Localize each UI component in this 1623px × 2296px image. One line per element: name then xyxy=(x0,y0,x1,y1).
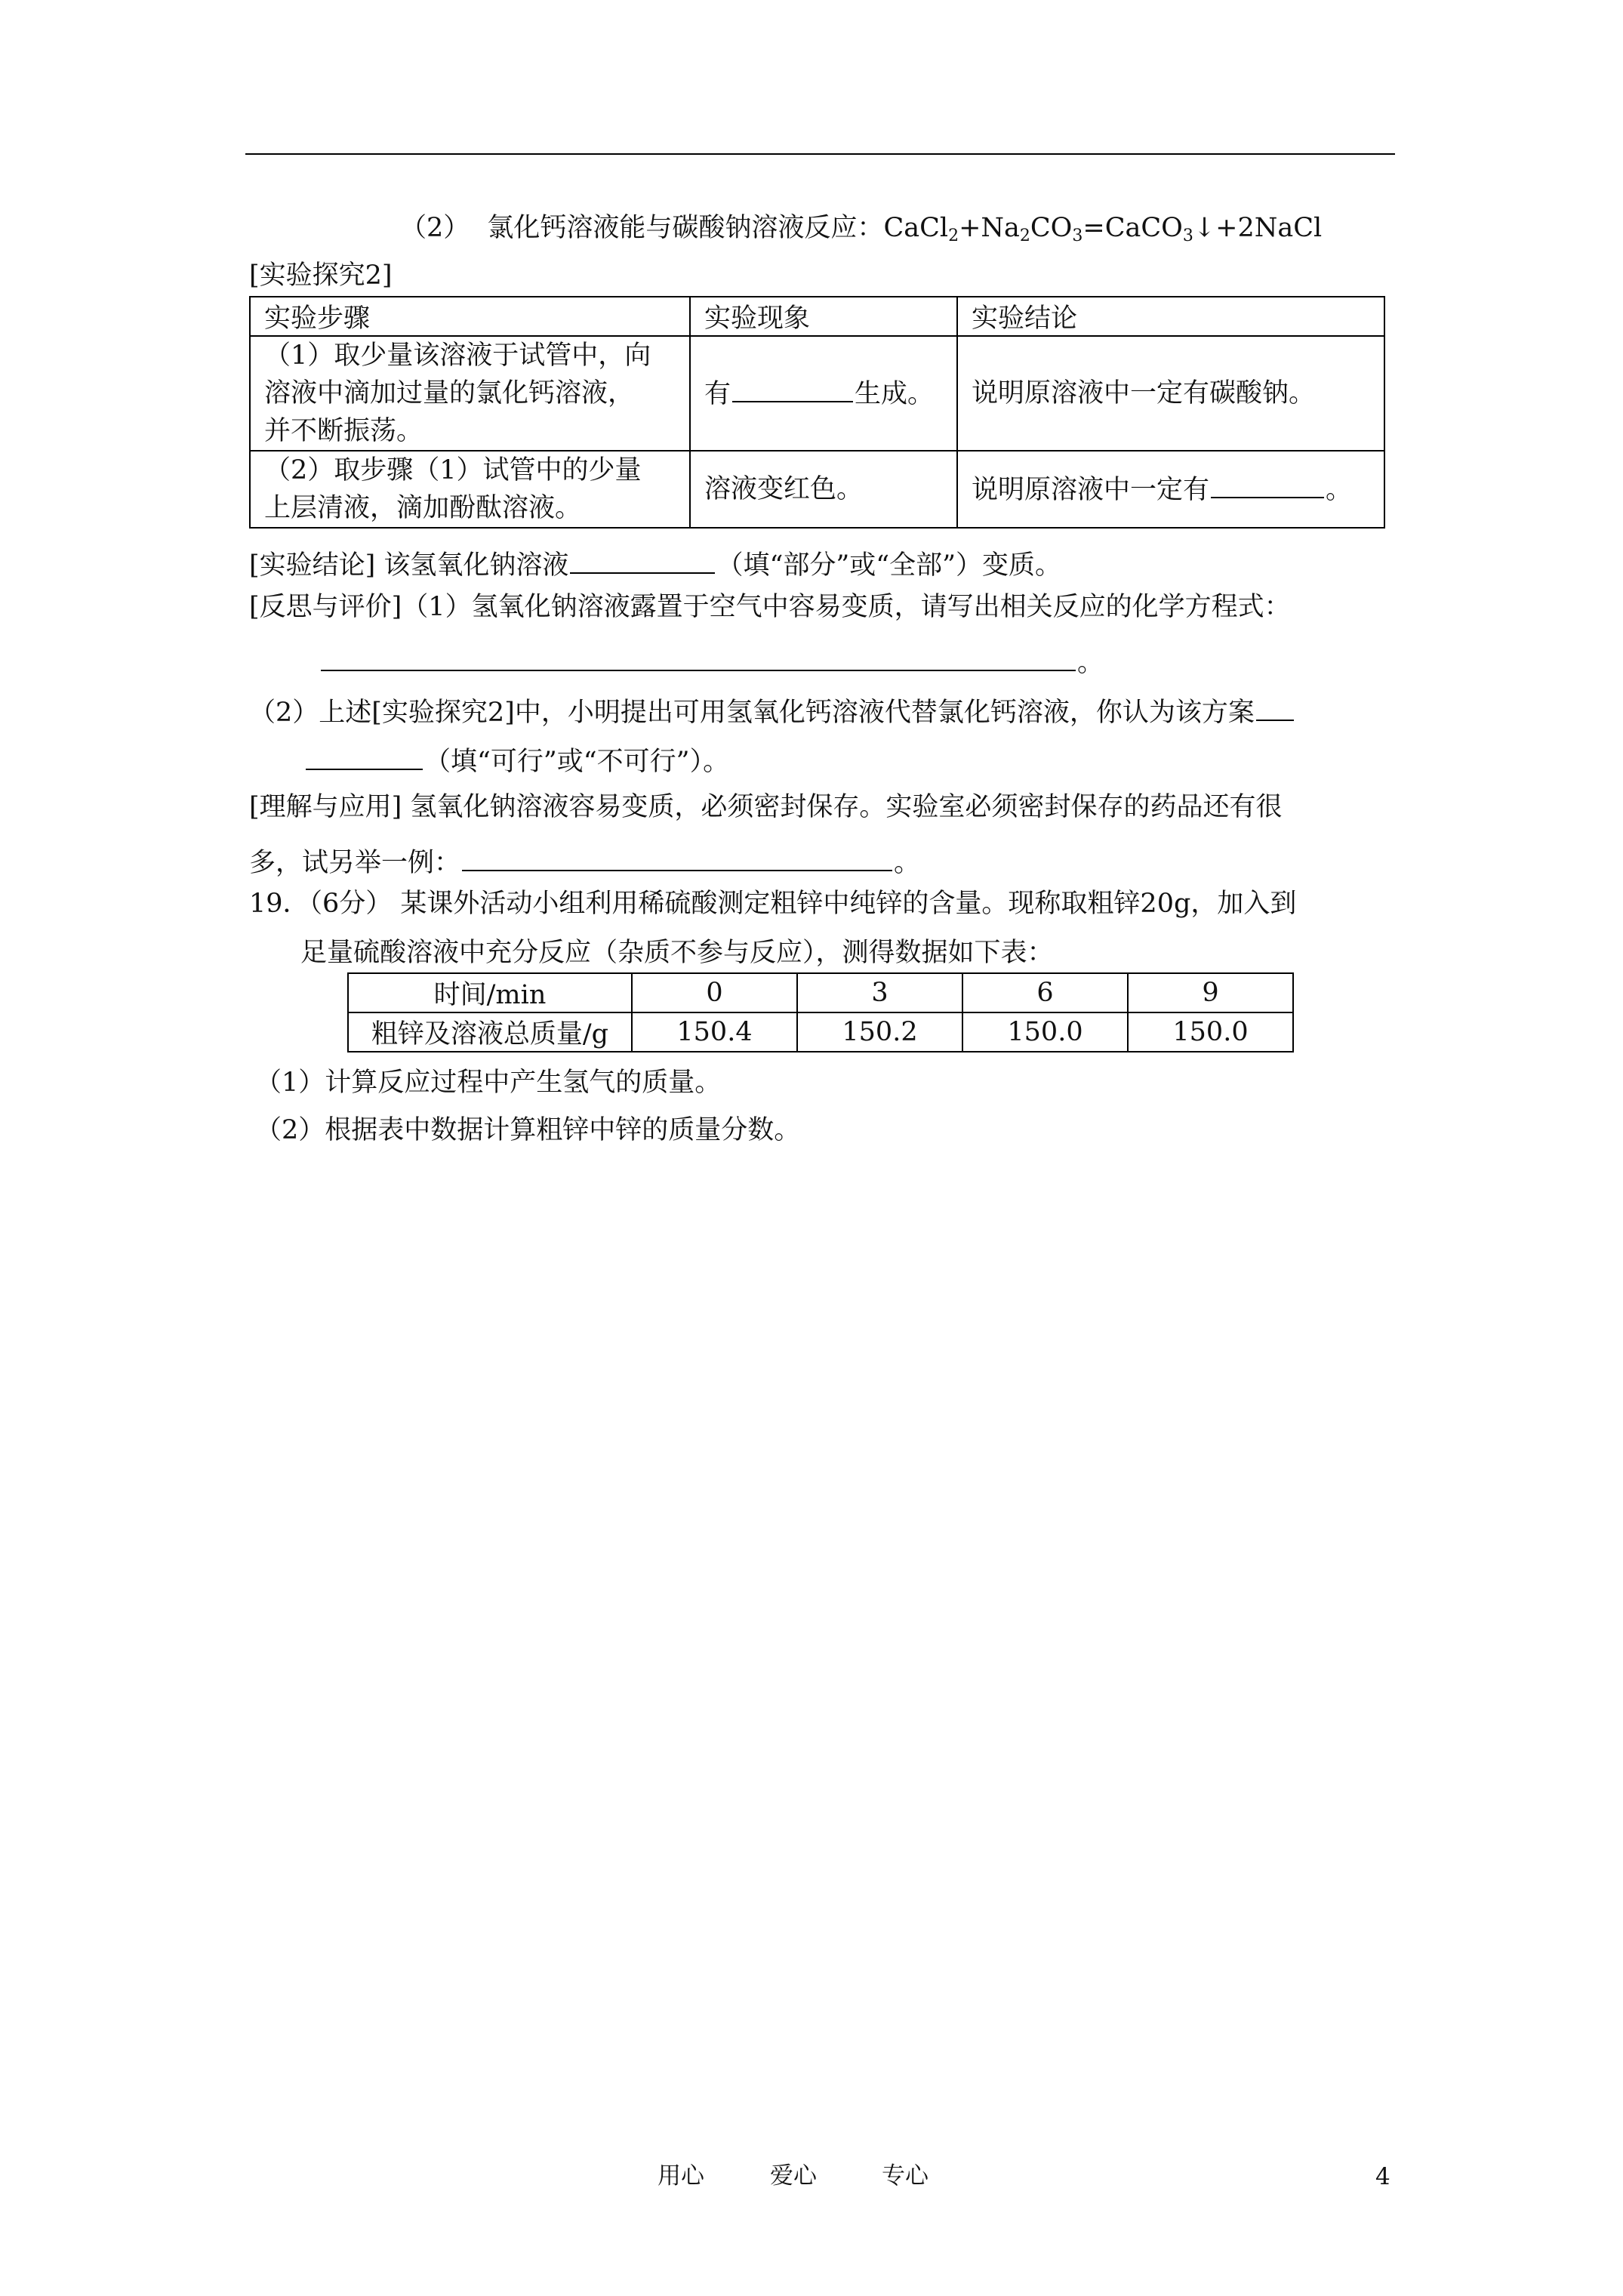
answer-blank[interactable] xyxy=(462,843,892,871)
reflect-line-2: （2）上述[实验探究2]中，小明提出可用氢氧化钙溶液代替氯化钙溶液，你认为该方案 xyxy=(249,693,1295,726)
row1-phenomenon: 有 生成。 xyxy=(690,336,957,451)
time-cell: 9 xyxy=(1128,973,1293,1012)
note-2-text: 氯化钙溶液能与碳酸钠溶液反应： xyxy=(487,213,884,243)
reflect-line-1: [反思与评价]（1）氢氧化钠溶液露置于空气中容易变质，请写出相关反应的化学方程式： xyxy=(249,592,1291,622)
mass-cell: 150.0 xyxy=(1128,1012,1293,1052)
header-conclusion: 实验结论 xyxy=(957,297,1384,336)
reflect-line-3: （填“可行”或“不可行”）。 xyxy=(306,742,729,775)
row2-phenomenon: 溶液变红色。 xyxy=(690,451,957,528)
row2-step: （2）取步骤（1）试管中的少量 上层清液，滴加酚酞溶液。 xyxy=(250,451,690,528)
row2-conclusion: 说明原溶液中一定有 。 xyxy=(957,451,1384,528)
answer-blank[interactable] xyxy=(732,374,853,402)
reflect-line-1b: 。 xyxy=(321,643,1104,676)
apply-line-2: 多，试另举一例： 。 xyxy=(249,843,920,877)
note-2 xyxy=(400,213,1323,245)
mass-cell: 150.0 xyxy=(962,1012,1128,1052)
explore-2-title: [实验探究2] xyxy=(249,260,393,291)
experiment-table xyxy=(249,296,1385,529)
row1-step: （1）取少量该溶液于试管中，向 溶液中滴加过量的氯化钙溶液， 并不断振荡。 xyxy=(250,336,690,451)
row1-conclusion: 说明原溶液中一定有碳酸钠。 xyxy=(957,336,1384,451)
mass-cell: 150.2 xyxy=(797,1012,962,1052)
experiment-conclusion: [实验结论] 该氢氧化钠溶液 （填“部分”或“全部”）变质。 xyxy=(249,546,1061,579)
table-header-row xyxy=(250,297,1384,336)
time-cell: 3 xyxy=(797,973,962,1012)
footer-motto-2: 爱心 xyxy=(770,2162,817,2190)
q19-sub-2: （2）根据表中数据计算粗锌中锌的质量分数。 xyxy=(255,1115,801,1145)
answer-blank[interactable] xyxy=(1256,693,1294,721)
answer-blank[interactable] xyxy=(306,742,423,770)
footer-motto-3: 专心 xyxy=(882,2162,929,2190)
mass-cell: 150.4 xyxy=(632,1012,797,1052)
table-row xyxy=(348,1012,1293,1052)
equation-answer-blank[interactable] xyxy=(321,643,1076,671)
row-header-time: 时间/min xyxy=(348,973,632,1012)
q19-line-1: 19．（6分） 某课外活动小组利用稀硫酸测定粗锌中纯锌的含量。现称取粗锌20g，加入到 xyxy=(249,889,1297,919)
q19-sub-1: （1）计算反应过程中产生氢气的质量。 xyxy=(255,1068,722,1098)
table-row xyxy=(250,451,1384,528)
header-step: 实验步骤 xyxy=(250,297,690,336)
header-rule xyxy=(245,153,1395,155)
data-table xyxy=(347,972,1294,1052)
answer-blank[interactable] xyxy=(1211,470,1324,498)
apply-line-1: [理解与应用] 氢氧化钠溶液容易变质，必须密封保存。实验室必须密封保存的药品还有很 xyxy=(249,792,1283,822)
table-row xyxy=(348,973,1293,1012)
time-cell: 0 xyxy=(632,973,797,1012)
table-row xyxy=(250,336,1384,451)
note-2-label: （2） xyxy=(400,213,470,243)
q19-line-2: 足量硫酸溶液中充分反应（杂质不参与反应），测得数据如下表： xyxy=(300,938,1054,968)
time-cell: 6 xyxy=(962,973,1128,1012)
answer-blank[interactable] xyxy=(570,546,715,574)
row-header-mass: 粗锌及溶液总质量/g xyxy=(348,1012,632,1052)
footer-motto-1: 用心 xyxy=(658,2162,704,2190)
reaction-equation: $CaCl_2+Na_2CO_3=CaCO_3↓+2NaCl$ xyxy=(883,213,1323,245)
header-phenomenon: 实验现象 xyxy=(690,297,957,336)
page-number: 4 xyxy=(1375,2163,1390,2190)
